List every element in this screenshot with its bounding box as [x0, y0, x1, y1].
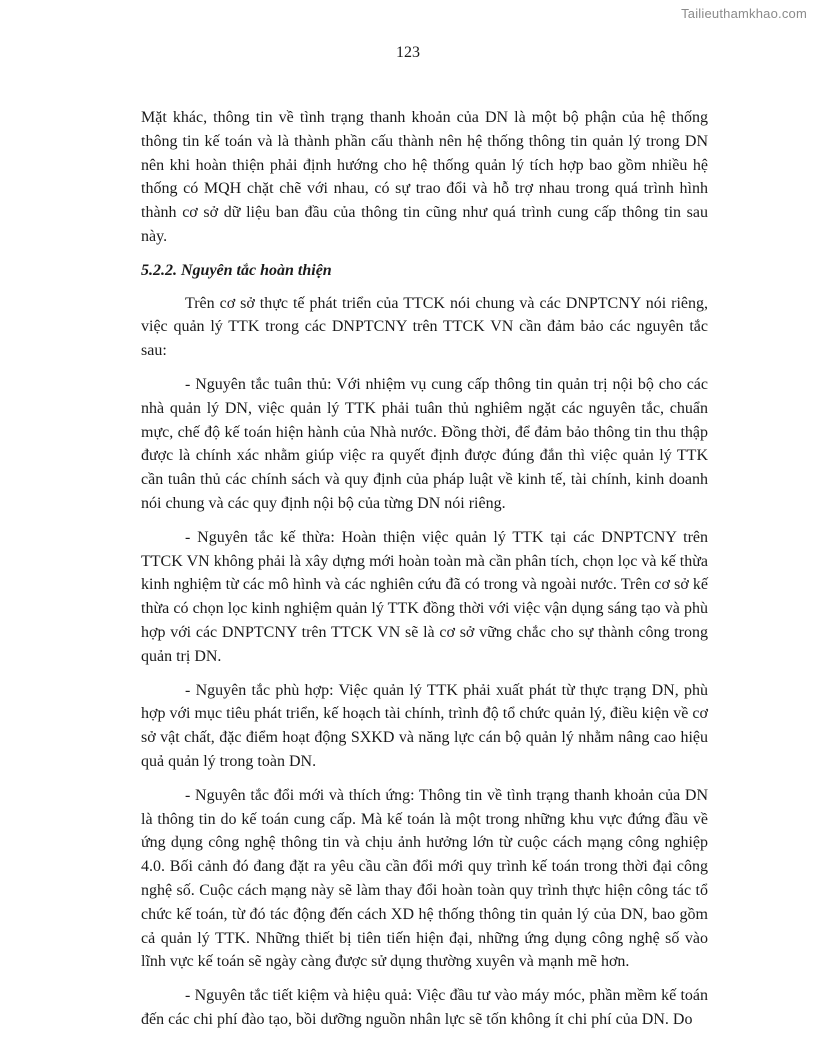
- principle-inheritance: - Nguyên tắc kế thừa: Hoàn thiện việc quản lý TTK tại các DNPTCNY trên TTCK VN không phải là xây dựng mới hoàn toàn mà cần phân tích, chọn lọc và kế thừa kinh nghiệm từ các mô hình và các nghiên cứu đã có trong và ngoài nước. Trên cơ sở kế thừa có chọn lọc kinh nghiệm quản lý TTK đồng thời với việc vận dụng sáng tạo và phù hợp với các DNPTCNY trên TTCK VN sẽ là cơ sở vững chắc cho sự thành công trong quản trị DN.: [141, 528, 708, 665]
- document-body: [141, 106, 708, 1042]
- principle-efficiency: - Nguyên tắc tiết kiệm và hiệu quả: Việc đầu tư vào máy móc, phần mềm kế toán đến các chi phí đào tạo, bồi dưỡng nguồn nhân lực sẽ tốn không ít chi phí của DN. Do: [141, 987, 708, 1028]
- watermark-text: Tailieuthamkhao.com: [681, 6, 807, 21]
- paragraph-lead: Trên cơ sở thực tế phát triển của TTCK nói chung và các DNPTCNY nói riêng, việc quản lý TTK trong các DNPTCNY trên TTCK VN cần đảm bảo các nguyên tắc sau:: [141, 294, 708, 360]
- principle-compliance: - Nguyên tắc tuân thủ: Với nhiệm vụ cung cấp thông tin quản trị nội bộ cho các nhà quản lý DN, việc quản lý TTK phải tuân thủ nghiêm ngặt các nguyên tắc, chuẩn mực, chế độ kế toán hiện hành của Nhà nước. Đồng thời, để đảm bảo thông tin thu thập được là chính xác nhằm giúp việc ra quyết định được đúng đắn thì việc quản lý TTK cần tuân thủ các chính sách và quy định của pháp luật về kinh tế, tài chính, kinh doanh nói chung và các quy định nội bộ của từng DN nói riêng.: [141, 375, 708, 512]
- principle-suitability: - Nguyên tắc phù hợp: Việc quản lý TTK phải xuất phát từ thực trạng DN, phù hợp với mục tiêu phát triển, kế hoạch tài chính, trình độ tổ chức quản lý, điều kiện về cơ sở vật chất, đặc điểm hoạt động SXKD và năng lực cán bộ quản lý nhằm nâng cao hiệu quả quản lý trong toàn DN.: [141, 681, 708, 770]
- section-heading: 5.2.2. Nguyên tắc hoàn thiện: [141, 261, 332, 279]
- principle-innovation: - Nguyên tắc đổi mới và thích ứng: Thông tin về tình trạng thanh khoản của DN là thông tin do kế toán cung cấp. Mà kế toán là một trong những khu vực đứng đầu về ứng dụng công nghệ thông tin và chịu ảnh hưởng lớn từ cuộc cách mạng công nghiệp 4.0. Bối cảnh đó đang đặt ra yêu cầu cần đổi mới quy trình kế toán trong thời đại công nghệ số. Cuộc cách mạng này sẽ làm thay đổi hoàn toàn quy trình thực hiện công tác tổ chức kế toán, từ đó tác động đến cách XD hệ thống thông tin quản lý của DN, bao gồm cả quản lý TTK. Những thiết bị tiên tiến hiện đại, những ứng dụng công nghệ số vào lĩnh vực kế toán sẽ ngày càng được sử dụng thường xuyên và mạnh mẽ hơn.: [141, 786, 708, 971]
- page-number: 123: [396, 44, 420, 61]
- paragraph-intro: Mặt khác, thông tin về tình trạng thanh khoản của DN là một bộ phận của hệ thống thông tin kế toán và là thành phần cấu thành nên hệ thống thông tin quản lý trong DN nên khi hoàn thiện phải định hướng cho hệ thống quản lý tích hợp bao gồm nhiều hệ thống có MQH chặt chẽ với nhau, có sự trao đổi và hỗ trợ nhau trong quá trình hình thành cơ sở dữ liệu ban đầu của thông tin cũng như quá trình cung cấp thông tin sau này.: [141, 109, 708, 245]
